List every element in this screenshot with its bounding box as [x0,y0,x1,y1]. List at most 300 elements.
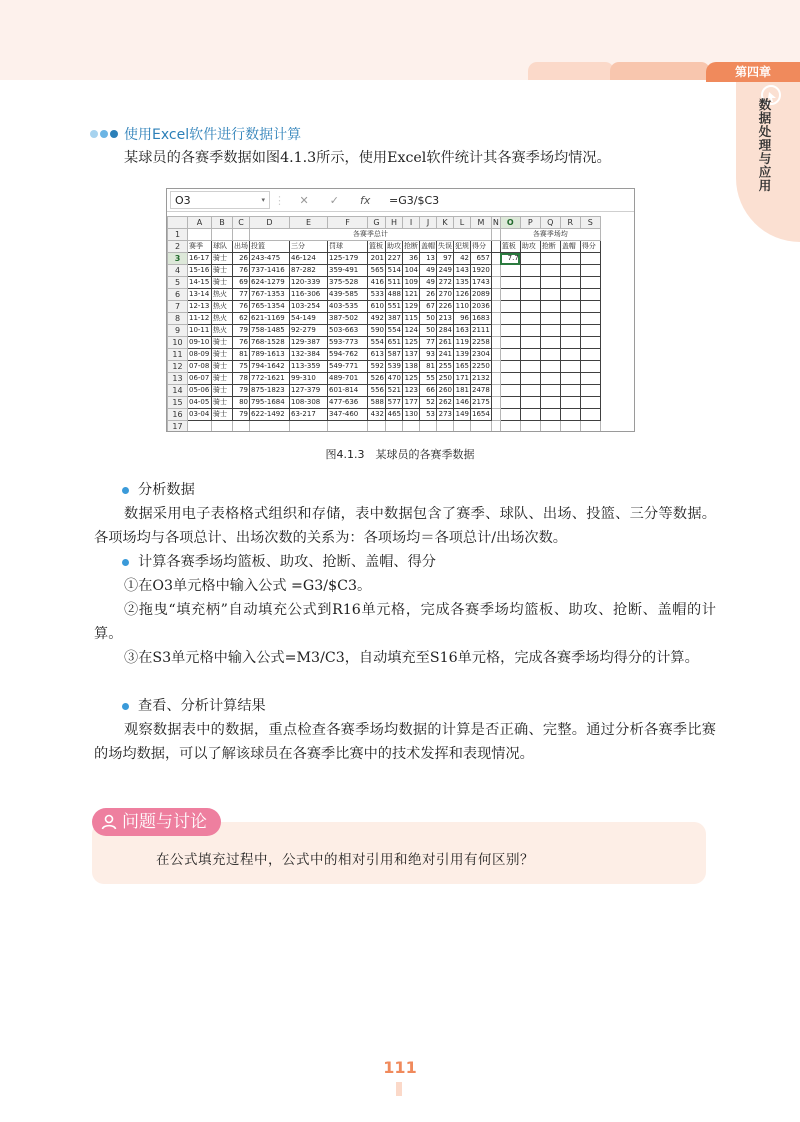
column-header[interactable]: S [580,217,600,229]
cell[interactable]: 50 [420,325,437,337]
row-header[interactable]: 3 [168,253,188,265]
cell[interactable]: 125 [403,373,420,385]
cell[interactable] [560,301,580,313]
cell[interactable]: 129 [403,301,420,313]
cell[interactable]: 2132 [471,373,492,385]
cancel-icon[interactable]: ✕ [299,193,309,207]
cell[interactable]: 758-1485 [250,325,290,337]
cell[interactable] [580,349,600,361]
cell[interactable]: 115 [403,313,420,325]
cell[interactable]: 2111 [471,325,492,337]
cell[interactable]: 593-773 [328,337,368,349]
cell[interactable]: 热火 [212,313,233,325]
cell[interactable] [403,421,420,433]
column-header[interactable]: L [454,217,471,229]
cell[interactable] [212,229,233,241]
cell[interactable]: 610 [368,301,386,313]
column-header[interactable]: B [212,217,233,229]
cell[interactable]: 08-09 [188,349,212,361]
column-header[interactable]: M [471,217,492,229]
cell[interactable]: 骑士 [212,397,233,409]
cell[interactable] [491,409,500,421]
cell[interactable] [491,373,500,385]
cell[interactable] [560,337,580,349]
cell[interactable] [520,397,540,409]
cell[interactable]: 514 [386,265,403,277]
column-header[interactable]: G [368,217,386,229]
cell[interactable] [580,325,600,337]
cell[interactable]: 12-13 [188,301,212,313]
cell[interactable] [454,421,471,433]
cell[interactable]: 489-701 [328,373,368,385]
cell[interactable]: 2175 [471,397,492,409]
row-header[interactable]: 9 [168,325,188,337]
cell[interactable] [368,421,386,433]
cell[interactable] [520,385,540,397]
cell[interactable]: 492 [368,313,386,325]
cell[interactable]: 13 [420,253,437,265]
cell[interactable]: 11-12 [188,313,212,325]
row-header[interactable]: 10 [168,337,188,349]
cell[interactable] [491,289,500,301]
row-header[interactable]: 11 [168,349,188,361]
cell[interactable]: 120-339 [290,277,328,289]
cell[interactable]: 126 [454,289,471,301]
row-header[interactable]: 2 [168,241,188,253]
cell[interactable]: 108-308 [290,397,328,409]
cell[interactable] [491,229,500,241]
cell[interactable]: 737-1416 [250,265,290,277]
cell[interactable] [188,229,212,241]
cell[interactable]: 621-1169 [250,313,290,325]
cell[interactable] [540,373,560,385]
cell[interactable]: 97 [437,253,454,265]
cell[interactable]: 77 [233,289,250,301]
cell[interactable]: 42 [454,253,471,265]
cell[interactable] [580,313,600,325]
column-header[interactable]: K [437,217,454,229]
cell[interactable]: 503-663 [328,325,368,337]
row-header[interactable]: 4 [168,265,188,277]
cell[interactable]: 439-585 [328,289,368,301]
cell[interactable] [540,301,560,313]
column-header[interactable]: N [492,218,499,227]
cell[interactable]: 624-1279 [250,277,290,289]
cell[interactable] [580,253,600,265]
cell[interactable]: 177 [403,397,420,409]
cell[interactable] [471,421,492,433]
cell[interactable]: 93 [420,349,437,361]
cell[interactable]: 骑士 [212,361,233,373]
column-header[interactable]: D [250,217,290,229]
cell[interactable] [540,409,560,421]
cell[interactable]: 359-491 [328,265,368,277]
cell[interactable]: 骑士 [212,373,233,385]
cell[interactable] [500,313,520,325]
header-cell[interactable]: 失误 [437,241,454,253]
cell[interactable]: 87-282 [290,265,328,277]
cell[interactable]: 96 [454,313,471,325]
cell[interactable] [491,349,500,361]
cell[interactable] [580,421,600,433]
row-header[interactable]: 14 [168,385,188,397]
cell[interactable] [540,361,560,373]
cell[interactable]: 795-1684 [250,397,290,409]
cell[interactable]: 77 [420,337,437,349]
cell[interactable]: 26 [420,289,437,301]
cell[interactable]: 533 [368,289,386,301]
cell[interactable]: 181 [454,385,471,397]
cell[interactable]: 125-179 [328,253,368,265]
row-header[interactable]: 15 [168,397,188,409]
cell[interactable]: 78 [233,373,250,385]
cell[interactable] [500,349,520,361]
enter-icon[interactable]: ✓ [329,193,339,207]
cell[interactable]: 149 [454,409,471,421]
cell[interactable]: 201 [368,253,386,265]
cell[interactable]: 768-1528 [250,337,290,349]
cell[interactable]: 125 [403,337,420,349]
fx-icon[interactable]: fx [360,193,371,207]
cell[interactable] [560,421,580,433]
cell[interactable]: 109 [403,277,420,289]
cell[interactable] [491,253,500,265]
cell[interactable]: 50 [420,313,437,325]
cell[interactable] [560,397,580,409]
cell[interactable] [500,373,520,385]
cell[interactable]: 588 [368,397,386,409]
cell[interactable]: 262 [437,397,454,409]
cell[interactable] [500,277,520,289]
cell[interactable]: 387 [386,313,403,325]
cell[interactable]: 104 [403,265,420,277]
cell[interactable]: 2258 [471,337,492,349]
header-cell[interactable]: 三分 [290,241,328,253]
cell[interactable]: 375-528 [328,277,368,289]
cell[interactable] [560,349,580,361]
row-header[interactable]: 16 [168,409,188,421]
cell[interactable] [491,421,500,433]
cell[interactable]: 1920 [471,265,492,277]
cell[interactable] [491,265,500,277]
cell[interactable]: 81 [420,361,437,373]
cell[interactable]: 470 [386,373,403,385]
cell[interactable]: 347-460 [328,409,368,421]
cell[interactable]: 592 [368,361,386,373]
cell[interactable]: 137 [403,349,420,361]
cell[interactable] [500,385,520,397]
cell[interactable] [520,409,540,421]
cell[interactable] [520,253,540,265]
cell[interactable]: 272 [437,277,454,289]
cell[interactable] [540,385,560,397]
cell[interactable]: 270 [437,289,454,301]
cell[interactable]: 521 [386,385,403,397]
cell[interactable] [500,289,520,301]
cell[interactable] [500,397,520,409]
cell[interactable]: 789-1613 [250,349,290,361]
cell[interactable]: 565 [368,265,386,277]
name-box[interactable] [170,191,270,209]
header-cell[interactable]: 盖帽 [420,241,437,253]
cell[interactable]: 539 [386,361,403,373]
header-cell[interactable]: 抢断 [403,241,420,253]
cell[interactable]: 549-771 [328,361,368,373]
cell[interactable] [560,373,580,385]
cell[interactable]: 热火 [212,325,233,337]
cell[interactable]: 26 [233,253,250,265]
cell[interactable]: 651 [386,337,403,349]
cell[interactable]: 387-502 [328,313,368,325]
cell[interactable]: 骑士 [212,277,233,289]
cell[interactable] [491,385,500,397]
cell[interactable] [188,421,212,433]
column-header[interactable]: E [290,217,328,229]
cell[interactable] [520,337,540,349]
cell[interactable]: 骑士 [212,253,233,265]
group-header-total[interactable]: 各赛季总计 [250,229,492,241]
cell[interactable]: 49 [420,265,437,277]
cell[interactable]: 124 [403,325,420,337]
header-cell[interactable]: 得分 [471,241,492,253]
row-header[interactable]: 5 [168,277,188,289]
header-cell[interactable]: 赛季 [188,241,212,253]
cell[interactable]: 热火 [212,301,233,313]
cell[interactable] [520,361,540,373]
cell[interactable]: 590 [368,325,386,337]
cell[interactable]: 92-279 [290,325,328,337]
cell[interactable]: 477-636 [328,397,368,409]
cell[interactable] [540,313,560,325]
header-cell[interactable]: 篮板 [500,241,520,253]
cell[interactable] [491,325,500,337]
cell[interactable]: 249 [437,265,454,277]
header-cell[interactable]: 盖帽 [560,241,580,253]
cell[interactable]: 119 [454,337,471,349]
cell[interactable] [580,277,600,289]
cell[interactable]: 10-11 [188,325,212,337]
cell[interactable]: 2250 [471,361,492,373]
cell[interactable]: 241 [437,349,454,361]
cell[interactable]: 79 [233,385,250,397]
cell[interactable]: 骑士 [212,409,233,421]
cell[interactable] [560,409,580,421]
header-cell[interactable]: 助攻 [520,241,540,253]
cell[interactable] [500,337,520,349]
cell[interactable]: 416 [368,277,386,289]
cell[interactable]: 465 [386,409,403,421]
cell[interactable]: 06-07 [188,373,212,385]
cell[interactable] [212,421,233,433]
cell[interactable]: 07-08 [188,361,212,373]
cell[interactable] [500,421,520,433]
cell[interactable]: 53 [420,409,437,421]
cell[interactable] [540,265,560,277]
cell[interactable]: 103-254 [290,301,328,313]
group-header-avg[interactable]: 各赛季场均 [500,229,600,241]
cell[interactable] [520,265,540,277]
cell[interactable]: 52 [420,397,437,409]
cell[interactable] [540,325,560,337]
cell[interactable]: 81 [233,349,250,361]
cell[interactable] [491,337,500,349]
cell[interactable]: 16-17 [188,253,212,265]
cell[interactable]: 55 [420,373,437,385]
header-cell[interactable]: 犯规 [454,241,471,253]
cell[interactable]: 165 [454,361,471,373]
cell[interactable]: 273 [437,409,454,421]
cell[interactable]: 284 [437,325,454,337]
cell[interactable]: 163 [454,325,471,337]
cell[interactable] [437,421,454,433]
cell[interactable] [580,397,600,409]
cell[interactable] [420,421,437,433]
cell[interactable] [540,277,560,289]
cell[interactable]: 255 [437,361,454,373]
cell[interactable]: 2304 [471,349,492,361]
cell[interactable]: 76 [233,265,250,277]
cell[interactable] [540,397,560,409]
cell[interactable]: 551 [386,301,403,313]
cell[interactable] [580,337,600,349]
cell[interactable] [580,265,600,277]
cell[interactable]: 556 [368,385,386,397]
cell[interactable]: 613 [368,349,386,361]
cell[interactable]: 143 [454,265,471,277]
cell[interactable]: 13-14 [188,289,212,301]
cell[interactable] [580,301,600,313]
header-cell[interactable]: 助攻 [386,241,403,253]
cell[interactable]: 432 [368,409,386,421]
cell[interactable] [560,385,580,397]
row-header[interactable]: 6 [168,289,188,301]
cell[interactable]: 04-05 [188,397,212,409]
cell[interactable] [500,325,520,337]
cell[interactable]: 127-379 [290,385,328,397]
cell[interactable] [540,349,560,361]
column-header[interactable]: R [560,217,580,229]
cell[interactable] [233,229,250,241]
header-cell[interactable]: 抢断 [540,241,560,253]
cell[interactable]: 09-10 [188,337,212,349]
cell[interactable]: 260 [437,385,454,397]
cell[interactable]: 49 [420,277,437,289]
cell[interactable] [520,325,540,337]
cell[interactable] [491,397,500,409]
cell[interactable]: 171 [454,373,471,385]
header-cell[interactable] [491,241,500,253]
cell[interactable]: 03-04 [188,409,212,421]
cell[interactable]: 554 [386,325,403,337]
column-header[interactable]: Q [540,217,560,229]
cell[interactable]: 227 [386,253,403,265]
cell[interactable] [580,385,600,397]
cell[interactable]: 767-1353 [250,289,290,301]
cell[interactable] [520,289,540,301]
cell[interactable] [560,289,580,301]
cell[interactable] [233,421,250,433]
cell[interactable] [560,361,580,373]
cell[interactable]: 骑士 [212,349,233,361]
cell[interactable]: 488 [386,289,403,301]
cell[interactable] [560,265,580,277]
cell[interactable]: 657 [471,253,492,265]
cell[interactable] [500,361,520,373]
column-header[interactable]: J [420,217,437,229]
cell[interactable] [520,349,540,361]
row-header[interactable]: 8 [168,313,188,325]
cell[interactable]: 69 [233,277,250,289]
cell[interactable]: 14-15 [188,277,212,289]
cell[interactable]: 130 [403,409,420,421]
cell[interactable]: 54-149 [290,313,328,325]
cell[interactable]: 123 [403,385,420,397]
header-cell[interactable]: 得分 [580,241,600,253]
cell[interactable]: 骑士 [212,265,233,277]
cell[interactable]: 587 [386,349,403,361]
cell[interactable]: 67 [420,301,437,313]
cell[interactable] [560,277,580,289]
cell[interactable]: 36 [403,253,420,265]
cell[interactable] [520,421,540,433]
column-header[interactable]: F [328,217,368,229]
cell[interactable] [520,313,540,325]
row-header[interactable]: 1 [168,229,188,241]
cell[interactable] [580,361,600,373]
column-header[interactable]: I [403,217,420,229]
cell[interactable] [491,301,500,313]
cell[interactable]: 138 [403,361,420,373]
row-header[interactable]: 17 [168,421,188,433]
cell[interactable]: 121 [403,289,420,301]
cell[interactable]: 79 [233,325,250,337]
cell[interactable] [491,313,500,325]
column-header[interactable]: O [500,217,520,229]
cell[interactable] [250,421,290,433]
cell[interactable]: 46-124 [290,253,328,265]
cell[interactable]: 250 [437,373,454,385]
cell[interactable] [386,421,403,433]
cell[interactable] [290,421,328,433]
cell[interactable] [580,373,600,385]
cell[interactable]: 79 [233,409,250,421]
cell[interactable]: 骑士 [212,385,233,397]
cell[interactable]: 62 [233,313,250,325]
cell[interactable] [500,409,520,421]
active-cell-o3[interactable]: 7.7 [500,253,520,265]
cell[interactable]: 1683 [471,313,492,325]
row-header[interactable]: 13 [168,373,188,385]
cell[interactable]: 243-475 [250,253,290,265]
header-cell[interactable]: 球队 [212,241,233,253]
cell[interactable]: 99-310 [290,373,328,385]
cell[interactable]: 骑士 [212,337,233,349]
cell[interactable] [540,337,560,349]
cell[interactable] [580,409,600,421]
cell[interactable] [580,289,600,301]
cell[interactable]: 601-814 [328,385,368,397]
cell[interactable]: 794-1642 [250,361,290,373]
column-header[interactable]: C [233,217,250,229]
cell[interactable] [500,265,520,277]
cell[interactable]: 135 [454,277,471,289]
cell[interactable] [520,373,540,385]
cell[interactable]: 129-387 [290,337,328,349]
cell[interactable]: 403-535 [328,301,368,313]
cell[interactable]: 213 [437,313,454,325]
formula-input[interactable]: =G3/$C3 [389,193,440,207]
cell[interactable]: 772-1621 [250,373,290,385]
